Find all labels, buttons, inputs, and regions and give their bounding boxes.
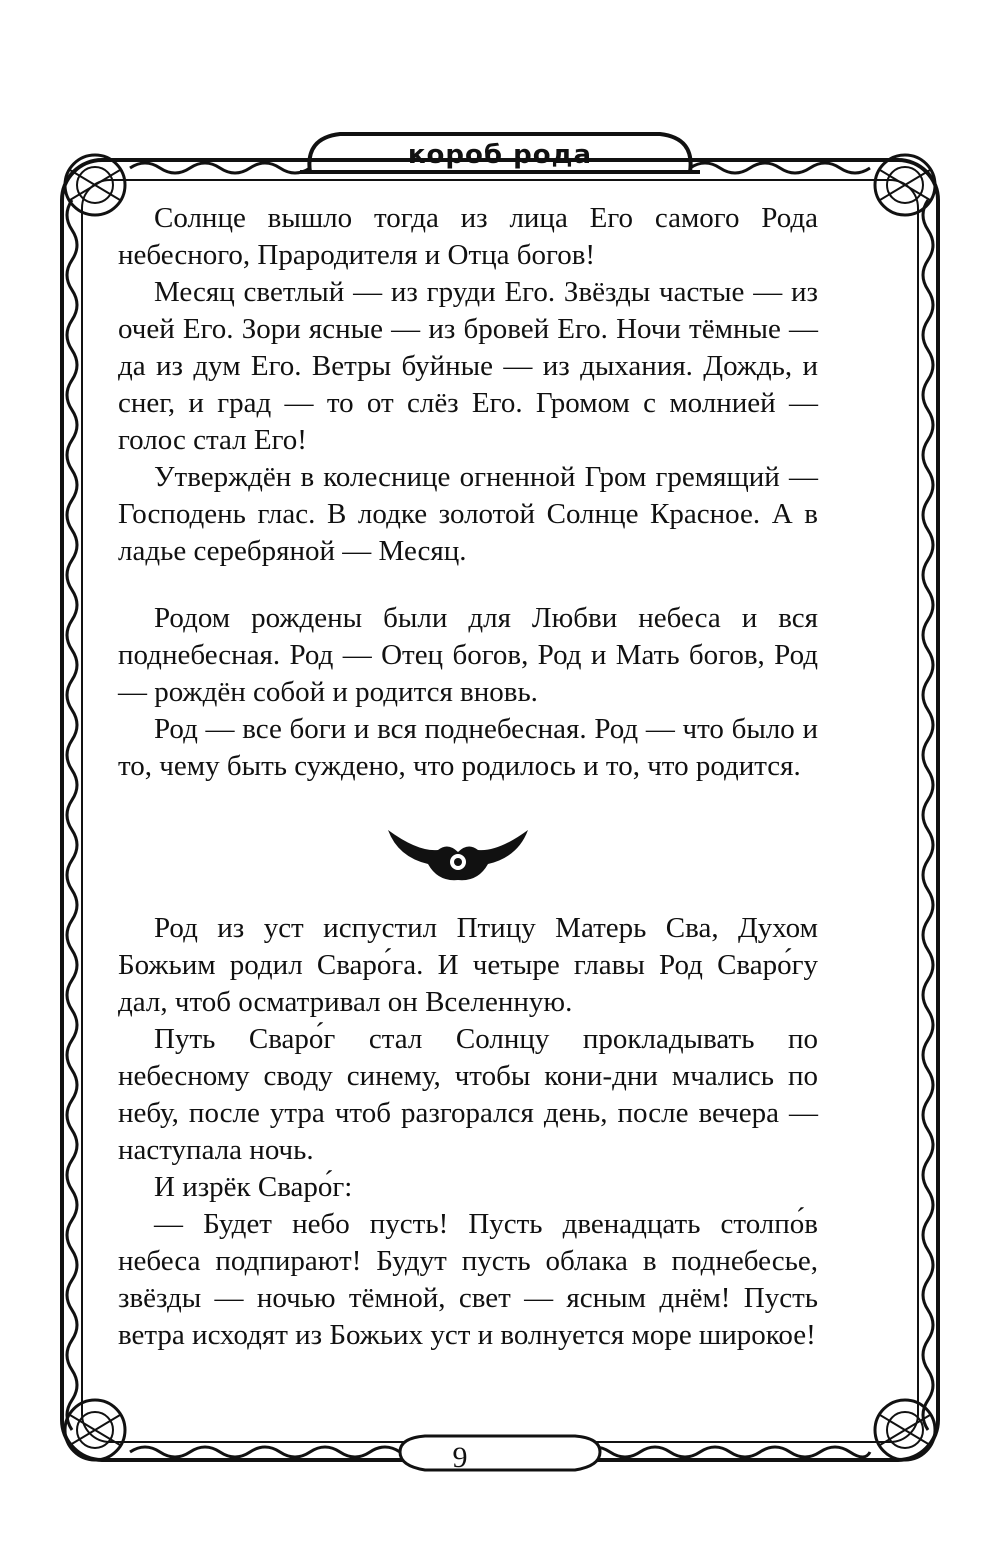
paragraph: Месяц светлый — из груди Его. Звёзды частые — из очей Его. Зори ясные — из бровей Его. Ночи тёмные — да из дум Его. Ветры буйные — из дыхания. Дождь, и снег, и град — то от слёз Его. Громом с молнией — голос стал Его! (118, 276, 818, 456)
paragraph: Род — все боги и вся поднебесная. Род — что было и то, чему быть суждено, что родилось и то, что родится. (118, 713, 818, 782)
paragraph: Родом рождены были для Любви небеса и вся поднебесная. Род — Отец богов, Род и Мать богов, Род — рождён собой и родится вновь. (118, 602, 818, 708)
paragraph: — Будет небо пусть! Пусть двенадцать столпо́в небеса подпирают! Будут пусть облака в поднебесье, звёзды — ночью тёмной, свет — ясным днём! Пусть ветра исходят из Божьих уст и волнуется море широкое! (118, 1208, 818, 1351)
text-section-1 (118, 200, 818, 570)
section-divider-ornament (378, 822, 538, 892)
running-header-title: короб рода (407, 140, 593, 170)
paragraph: Утверждён в колеснице огненной Гром гремящий — Господень глас. В лодке золотой Солнце Красное. А в ладье серебряной — Месяц. (118, 461, 818, 567)
paragraph: И изрёк Сваро́г: (154, 1171, 353, 1203)
paragraph: Путь Сваро́г стал Солнцу прокладывать по небесному своду синему, чтобы кони-дни мчались по небу, после утра чтоб разгорался день, после вечера — наступала ночь. (118, 1023, 818, 1166)
paragraph: Солнце вышло тогда из лица Его самого Рода небесного, Прародителя и Отца богов! (118, 202, 818, 271)
paragraph: Род из уст испустил Птицу Матерь Сва, Духом Божьим родил Сваро́га. И четыре главы Род Сваро́гу дал, чтоб осматривал он Вселенную. (118, 912, 818, 1018)
page-number: 9 (452, 1441, 468, 1474)
text-section-2 (118, 600, 818, 785)
text-section-3 (118, 910, 818, 1354)
